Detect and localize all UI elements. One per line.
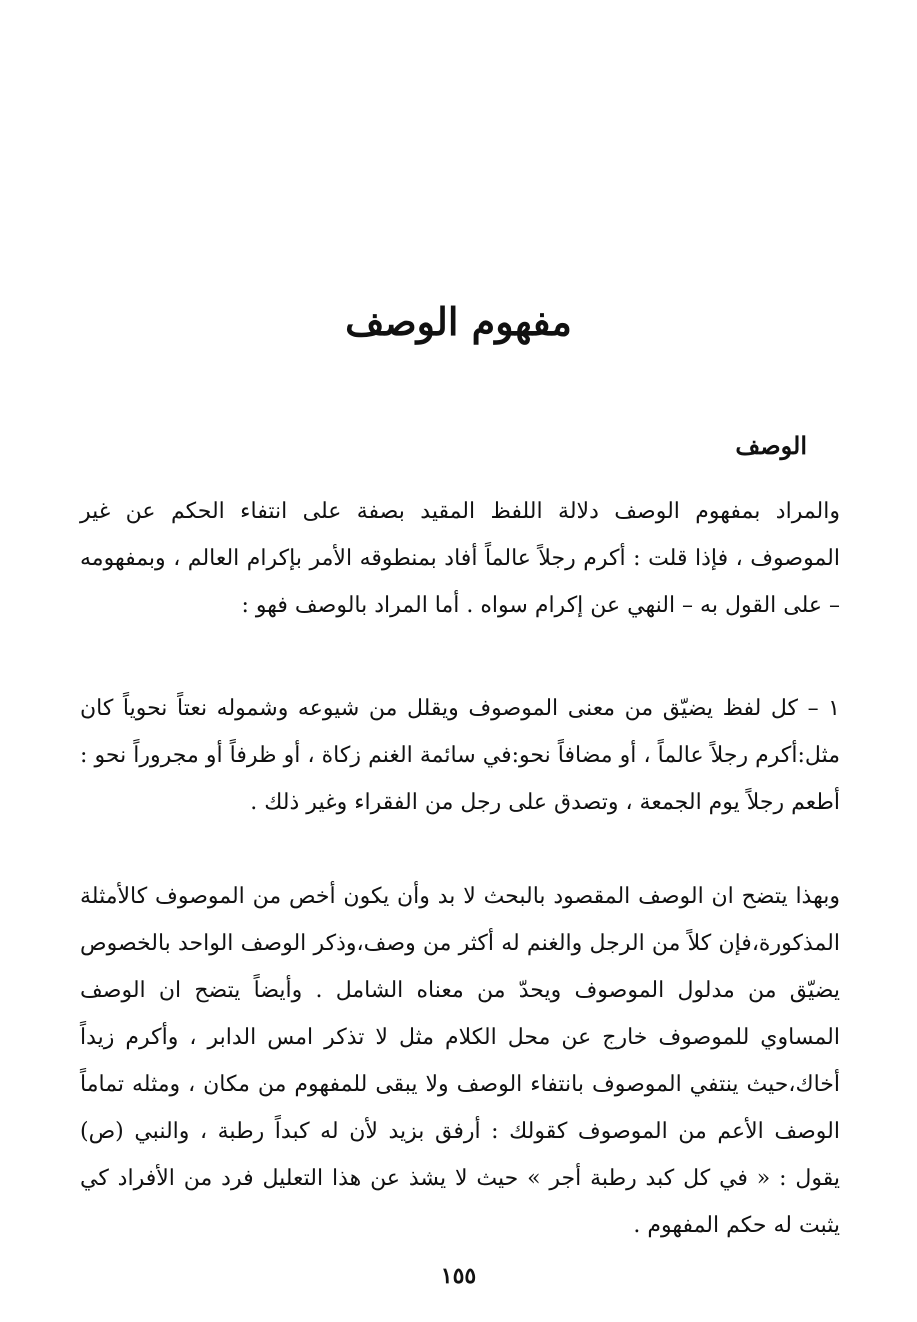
- paragraph-explanation: وبهذا يتضح ان الوصف المقصود بالبحث لا بد وأن يكون أخص من الموصوف كالأمثلة المذكورة،فإن كلاً من الرجل والغنم له أكثر من وصف،وذكر الوصف الواحد بالخصوص يضيّق من مدلول الموصوف ويحدّ من معناه الشامل . وأيضاً يتضح ان الوصف المساوي للموصوف خارج عن محل الكلام مثل لا تذكر امس الدابر ، وأكرم زيداً أخاك،حيث ينتفي الموصوف بانتفاء الوصف ولا يبقى للمفهوم من مكان ، ومثله تماماً الوصف الأعم من الموصوف كقولك : أرفق بزيد لأن له كبداً رطبة ، والنبي (ص) يقول : « في كل كبد رطبة أجر » حيث لا يشذ عن هذا التعليل فرد من الأفراد كي يثبت له حكم المفهوم .: [80, 884, 840, 1238]
- paragraph-definition: والمراد بمفهوم الوصف دلالة اللفظ المقيد بصفة على انتفاء الحكم عن غير الموصوف ، فإذا قلت : أكرم رجلاً عالماً أفاد بمنطوقه الأمر بإكرام العالم ، وبمفهومه – على القول به – النهي عن إكرام سواه . أما المراد بالوصف فهو :: [80, 499, 840, 618]
- page-title: مفهوم الوصف: [345, 299, 572, 344]
- section-heading: الوصف: [735, 431, 807, 460]
- page-number: ١٥٥: [440, 1263, 477, 1289]
- paragraph-item-one: ١ – كل لفظ يضيّق من معنى الموصوف ويقلل من شيوعه وشموله نعتاً نحوياً كان مثل:أكرم رجلاً عالماً ، أو مضافاً نحو:في سائمة الغنم زكاة ، أو ظرفاً أو مجروراً نحو : أطعم رجلاً يوم الجمعة ، وتصدق على رجل من الفقراء وغير ذلك .: [80, 696, 840, 815]
